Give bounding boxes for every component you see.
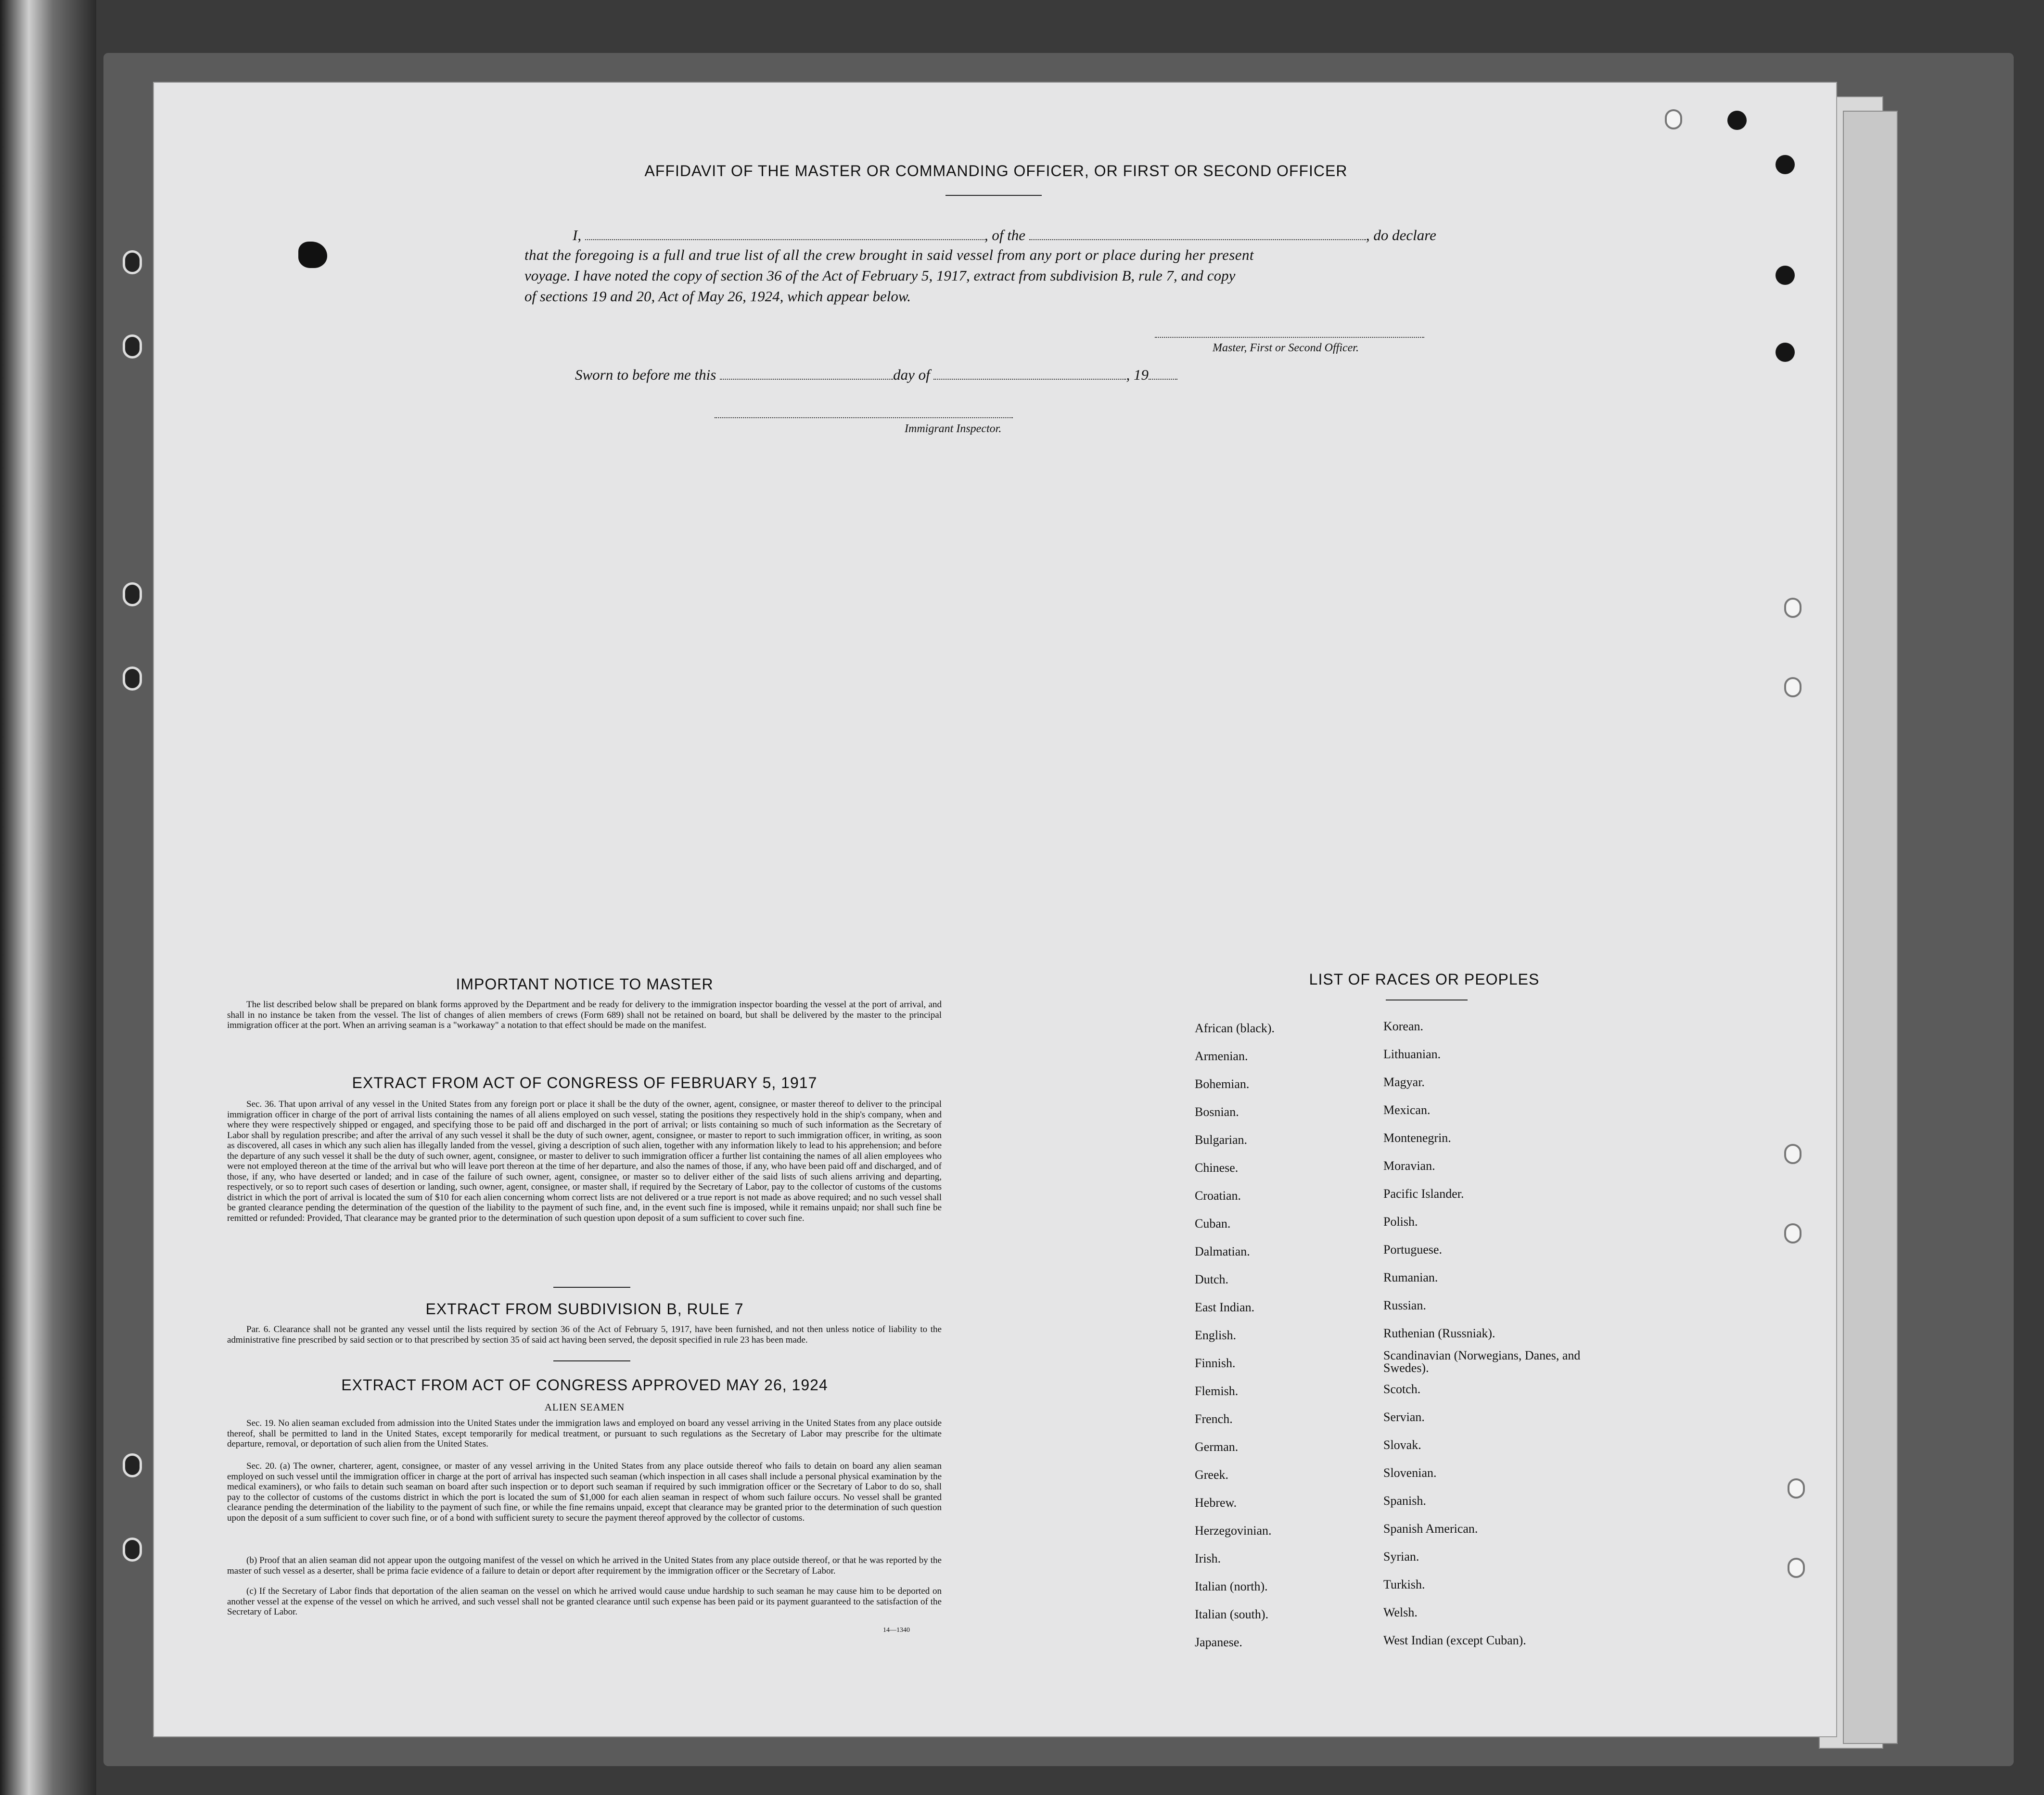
punch-hole xyxy=(1784,1223,1801,1244)
binder-hole xyxy=(123,334,142,359)
race-item: Rumanian. xyxy=(1383,1270,1438,1284)
sworn-line xyxy=(575,365,1177,384)
title-rule xyxy=(945,195,1042,196)
race-item: Greek. xyxy=(1195,1468,1229,1482)
race-item: German. xyxy=(1195,1440,1239,1454)
race-item: African (black). xyxy=(1195,1021,1275,1035)
notice-body: The list described below shall be prepared on blank forms approved by the Department and be ready for delivery to the immigration inspector boarding the vessel at the port of arrival, and shall in no instance be taken from the vessel. The list of changes of alien members of crews (Form 689) shall not be retained on board, but shall be delivered by the master to the principal immigration officer at the port. When an arriving seaman is a "workaway" a notation to that effect should be made on the manifest. xyxy=(227,1000,942,1030)
race-item: Syrian. xyxy=(1383,1550,1419,1564)
punch-hole xyxy=(1665,109,1682,129)
sworn-day-field[interactable] xyxy=(720,365,893,380)
sworn-prefix: Sworn to before me this xyxy=(575,366,716,383)
race-item: Magyar. xyxy=(1383,1075,1425,1089)
race-item: Lithuanian. xyxy=(1383,1047,1441,1061)
ink-blot xyxy=(298,242,327,268)
race-item: Bulgarian. xyxy=(1195,1133,1248,1147)
extract-1924-sec19: Sec. 19. No alien seaman excluded from admission into the United States under the immigration laws and employed on board any vessel arriving in the United States from any place outside thereof, shall be permitted to land in the United States, except temporarily for medical treatment, or pursuant to such regulations as the Secretary of Labor may prescribe for the ultimate departure, removal, or deportation of such alien from the United States. xyxy=(227,1418,942,1449)
extract-1917-body: Sec. 36. That upon arrival of any vessel in the United States from any foreign port or place it shall be the duty of the owner, agent, consignee, or master thereof to deliver to the principal immigration officer in charge of the port of arrival lists containing the names of all aliens employed on such vessel, stating the positions they respectively hold in the ship's company, when and where they were respectively shipped or engaged, and specifying those to be paid off and discharged in the port of arrival; or lists containing so much of such information as the Secretary of Labor shall by regulation prescribe; and after the arrival of any such vessel it shall be the duty of such owner, agent, consignee, or master to report to such immigration officer, in writing, as soon as discovered, all cases in which any such alien has illegally landed from the vessel, giving a description of such alien, together with any information likely to lead to his apprehension; and before the departure of any such vessel it shall be the duty of such owner, agent, consignee, or master to deliver to such immigration officer a further list containing the names of all alien employees who were not employed thereon at the time of the arrival but who will leave port thereon at the time of her departure, and also the names of those, if any, who have been paid off and discharged, and of those, if any, who have deserted or landed; and in case of the failure of such owner, agent, consignee, or master so to deliver either of the said lists of such aliens arriving and departing, respectively, or so to report such cases of desertion or landing, such owner, agent, consignee, or master shall, if required by the Secretary of Labor, pay to the collector of customs of the customs district in which the port of arrival is located the sum of $10 for each alien concerning whom correct lists are not delivered or a true report is not made as above required; and no such vessel shall be granted clearance pending the determination of the question of the liability to the payment of such fine, and, in the event such fine is imposed, while it remains unpaid; nor shall such fine be remitted or refunded: Provided, That clearance may be granted prior to the determination of such question upon deposit of a sum sufficient to cover such fine. xyxy=(227,1099,942,1223)
race-item: Korean. xyxy=(1383,1019,1424,1033)
form-number: 14—1340 xyxy=(883,1627,910,1634)
affidavit-line-3: voyage. I have noted the copy of section 36 of the Act of February 5, 1917, extract from subdivision B, rule 7, and copy xyxy=(524,267,1236,284)
master-signature-line[interactable] xyxy=(1155,337,1424,338)
extract-rule7-body: Par. 6. Clearance shall not be granted any vessel until the lists required by section 36 of the Act of February 5, 1917, have been furnished, and not then unless notice of liability to the administrative fine prescribed by said section or to that prescribed by section 35 of said act having been served, the deposit specified in rule 23 has been made. xyxy=(227,1324,942,1345)
race-item: Moravian. xyxy=(1383,1159,1435,1173)
inspector-caption: Immigrant Inspector. xyxy=(905,423,1002,435)
race-item: Chinese. xyxy=(1195,1161,1239,1175)
affidavit-line-1 xyxy=(573,226,1436,244)
race-item: Spanish American. xyxy=(1383,1522,1478,1536)
section-rule xyxy=(553,1287,630,1288)
extract-1924-title: EXTRACT FROM ACT OF CONGRESS APPROVED MAY 26, 1924 xyxy=(341,1376,828,1394)
race-item: Scotch. xyxy=(1383,1382,1421,1396)
race-item: Hebrew. xyxy=(1195,1496,1237,1510)
extract-1924-sec20b: (b) Proof that an alien seaman did not appear upon the outgoing manifest of the vessel on which he arrived in the United States from any place outside thereof, or that he was reported by the master of such vessel as a deserter, shall be prima facie evidence of a failure to detain or deport after requirement by the immigration officer or the Secretary of Labor. xyxy=(227,1555,942,1576)
race-item: Welsh. xyxy=(1383,1605,1418,1619)
punch-hole xyxy=(1788,1558,1805,1578)
vessel-name-field[interactable] xyxy=(1029,226,1366,240)
race-item: Scandinavian (Norwegians, Danes, and Swedes). xyxy=(1383,1348,1581,1375)
binder-hole xyxy=(123,582,142,606)
binder-hole xyxy=(123,1453,142,1477)
sworn-year-field[interactable] xyxy=(1149,365,1177,380)
race-item: Herzegovinian. xyxy=(1195,1524,1272,1538)
affidavit-i: I, xyxy=(573,227,582,244)
races-column-1 xyxy=(1195,1014,1378,1656)
race-item: Armenian. xyxy=(1195,1049,1248,1063)
extract-rule7-title: EXTRACT FROM SUBDIVISION B, RULE 7 xyxy=(425,1300,744,1318)
race-item: Cuban. xyxy=(1195,1217,1231,1231)
punch-hole xyxy=(1776,266,1795,285)
races-title: LIST OF RACES OR PEOPLES xyxy=(1309,971,1540,988)
binder-hole xyxy=(123,667,142,691)
scan-edge-left xyxy=(0,0,96,1795)
punch-hole xyxy=(1784,677,1801,697)
inspector-signature-line[interactable] xyxy=(715,417,1013,418)
punch-hole xyxy=(1788,1478,1805,1499)
alien-seamen-subtitle: ALIEN SEAMEN xyxy=(544,1401,625,1413)
punch-hole xyxy=(1784,1144,1801,1164)
race-item: Irish. xyxy=(1195,1551,1221,1565)
notice-title: IMPORTANT NOTICE TO MASTER xyxy=(456,975,714,993)
race-item: Japanese. xyxy=(1195,1635,1242,1649)
sworn-day-of: day of xyxy=(893,366,930,383)
punch-hole xyxy=(1784,598,1801,618)
master-signature-caption: Master, First or Second Officer. xyxy=(1213,342,1359,354)
race-item: Mexican. xyxy=(1383,1103,1431,1117)
affidavit-line-4: of sections 19 and 20, Act of May 26, 1924, which appear below. xyxy=(524,288,911,305)
race-item: Bohemian. xyxy=(1195,1077,1250,1091)
race-item: Polish. xyxy=(1383,1215,1418,1229)
sworn-year-prefix: , 19 xyxy=(1126,366,1149,383)
race-item: Pacific Islander. xyxy=(1383,1187,1464,1201)
race-item: Finnish. xyxy=(1195,1356,1236,1370)
race-item: Dalmatian. xyxy=(1195,1244,1250,1258)
race-item: Spanish. xyxy=(1383,1494,1426,1508)
binder-hole xyxy=(123,250,142,274)
race-item: Portuguese. xyxy=(1383,1243,1443,1256)
section-rule xyxy=(553,1360,630,1361)
affidavit-title: AFFIDAVIT OF THE MASTER OR COMMANDING OFFICER, OR FIRST OR SECOND OFFICER xyxy=(644,162,1348,180)
punch-hole xyxy=(1727,111,1747,130)
extract-1924-sec20a: Sec. 20. (a) The owner, charterer, agent, consignee, or master of any vessel arriving in the United States from any place outside thereof who fails to detain on board any alien seaman employed on such vessel until the immigration officer in charge at the port of arrival has inspected such seaman (which inspection in all cases shall include a personal physical examination by the medical examiners), or who fails to detain such seaman on board after such inspection or to deport such seaman if required by such immigration officer or the Secretary of Labor to do so, shall pay to the collector of customs of the customs district in which the port is located the sum of $1,000 for each alien seaman in respect of whom such failure occurs. No vessel shall be granted clearance pending the determination of the liability to the payment of such fine, or while the fine remains unpaid, except that clearance may be granted prior to the determination of such question upon the deposit of a sum sufficient to cover such fine, or of a bond with sufficient surety to secure the payment thereof approved by the collector of customs. xyxy=(227,1461,942,1523)
race-item: Croatian. xyxy=(1195,1189,1241,1203)
race-item: Montenegrin. xyxy=(1383,1131,1451,1145)
race-item: Slovak. xyxy=(1383,1438,1421,1452)
race-item: Slovenian. xyxy=(1383,1466,1437,1480)
race-item: West Indian (except Cuban). xyxy=(1383,1633,1526,1647)
page-stack-edge xyxy=(1843,111,1898,1744)
race-item: Russian. xyxy=(1383,1298,1426,1312)
race-item: Ruthenian (Russniak). xyxy=(1383,1326,1495,1340)
race-item: English. xyxy=(1195,1328,1236,1342)
affidavit-line-2: that the foregoing is a full and true list of all the crew brought in said vessel from any port or place during her present xyxy=(524,246,1254,263)
race-item: Italian (north). xyxy=(1195,1579,1268,1593)
race-item: Servian. xyxy=(1383,1410,1425,1424)
races-column-2 xyxy=(1383,1013,1590,1654)
race-item: Turkish. xyxy=(1383,1577,1425,1591)
race-item: Dutch. xyxy=(1195,1272,1229,1286)
race-item: East Indian. xyxy=(1195,1300,1255,1314)
document-page xyxy=(153,82,1837,1737)
race-item: Bosnian. xyxy=(1195,1105,1239,1119)
extract-1924-sec20c: (c) If the Secretary of Labor finds that deportation of the alien seaman on the vessel on which he arrived would cause undue hardship to such seaman he may cause him to be deported on another vessel at the expense of the vessel on which he arrived, and such vessel shall not be granted clearance until such expense has been paid or its payment guaranteed to the satisfaction of the Secretary of Labor. xyxy=(227,1586,942,1617)
race-item: Flemish. xyxy=(1195,1384,1239,1398)
sworn-month-field[interactable] xyxy=(933,365,1126,380)
race-item: French. xyxy=(1195,1412,1233,1426)
master-name-field[interactable] xyxy=(585,226,984,240)
affidavit-of-the: , of the xyxy=(984,227,1026,244)
affidavit-declare: , do declare xyxy=(1366,227,1436,244)
extract-1917-title: EXTRACT FROM ACT OF CONGRESS OF FEBRUARY 5, 1917 xyxy=(352,1074,818,1091)
binder-hole xyxy=(123,1538,142,1562)
race-item: Italian (south). xyxy=(1195,1607,1269,1621)
punch-hole xyxy=(1776,343,1795,362)
